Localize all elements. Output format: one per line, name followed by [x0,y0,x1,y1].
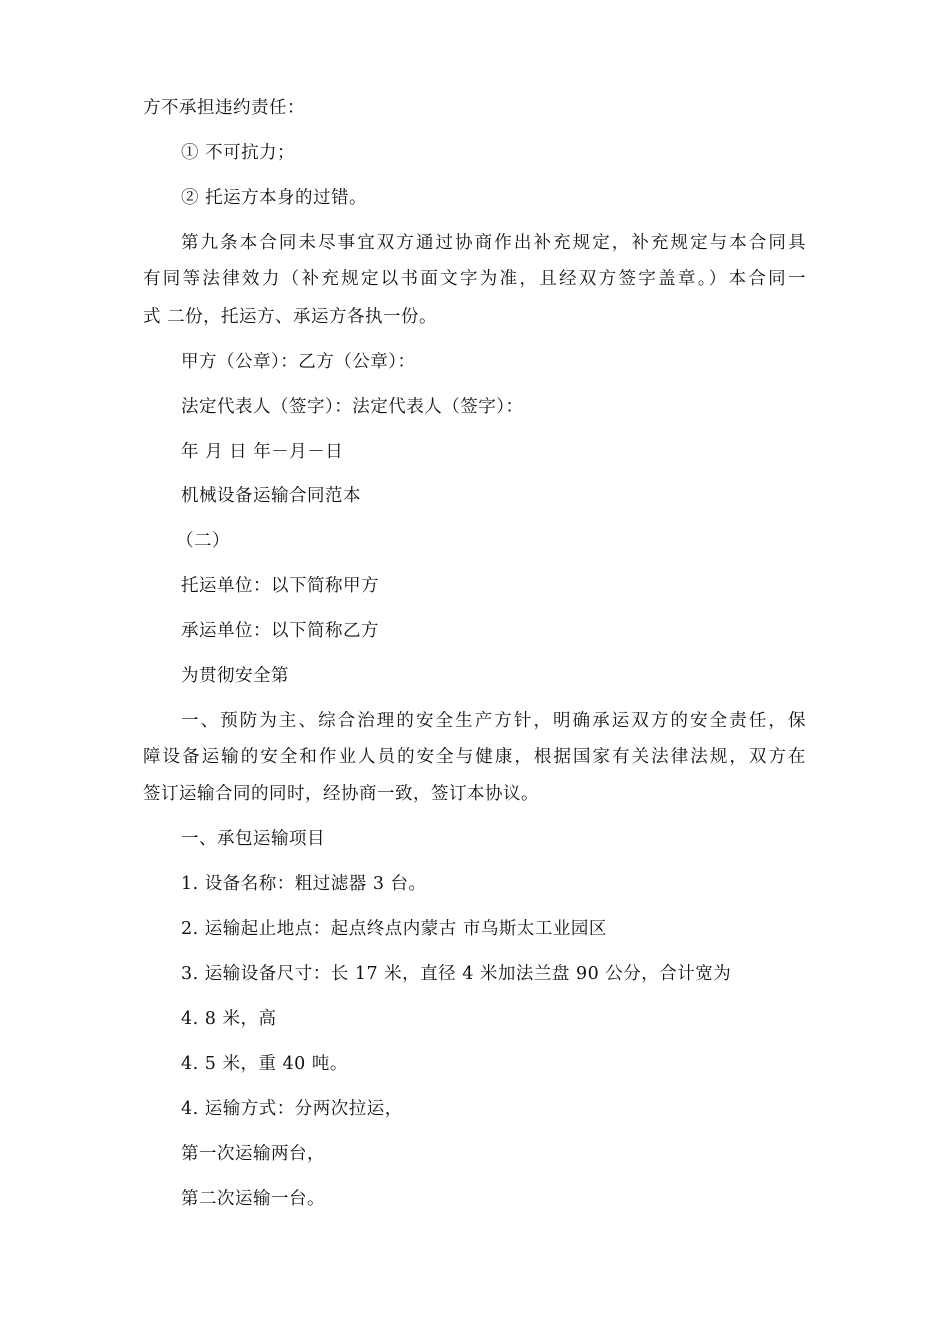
text-line: 4. 8 米，高 [181,1009,277,1029]
signature-party-line: 甲方（公章）：乙方（公章）： [181,352,416,372]
text-line: 托运单位：以下简称甲方 [181,576,379,596]
section-title: 机械设备运输合同范本 [181,486,361,506]
paragraph-line: 有同等法律效力（补充规定以书面文字为准，且经双方签字盖章。）本合同一 [143,269,806,289]
paragraph-line: 一、预防为主、综合治理的安全生产方针，明确承运双方的安全责任，保 [181,711,806,731]
paragraph-line: 签订运输合同的同时，经协商一致，签订本协议。 [143,784,539,804]
heading: 一、承包运输项目 [181,829,325,849]
signature-representative-line: 法定代表人（签字）：法定代表人（签字）： [181,397,524,417]
paragraph-line: 第九条本合同未尽事宜双方通过协商作出补充规定，补充规定与本合同具 [181,233,806,253]
list-item: 1. 设备名称：粗过滤器 3 台。 [181,874,427,894]
list-item: ② 托运方本身的过错。 [181,188,368,208]
text-line: 4. 5 米，重 40 吨。 [181,1054,348,1074]
date-line: 年 月 日 年－月－日 [181,442,344,462]
text-line: 第二次运输一台。 [181,1189,325,1209]
text-line: 第一次运输两台， [181,1144,325,1164]
list-item: 4. 运输方式：分两次拉运， [181,1099,403,1119]
text-line: 为贯彻安全第 [181,666,289,686]
text-line: 方不承担违约责任： [143,98,305,118]
section-subtitle: （二） [176,531,230,551]
list-item: 3. 运输设备尺寸：长 17 米，直径 4 米加法兰盘 90 公分，合计宽为 [181,964,732,984]
list-item: 2. 运输起止地点：起点终点内蒙古 市乌斯太工业园区 [181,919,607,939]
paragraph-line: 障设备运输的安全和作业人员的安全与健康，根据国家有关法律法规，双方在 [143,747,806,767]
list-item: ① 不可抗力； [181,143,296,163]
paragraph-line: 式 二份，托运方、承运方各执一份。 [143,307,438,327]
text-line: 承运单位：以下简称乙方 [181,621,379,641]
